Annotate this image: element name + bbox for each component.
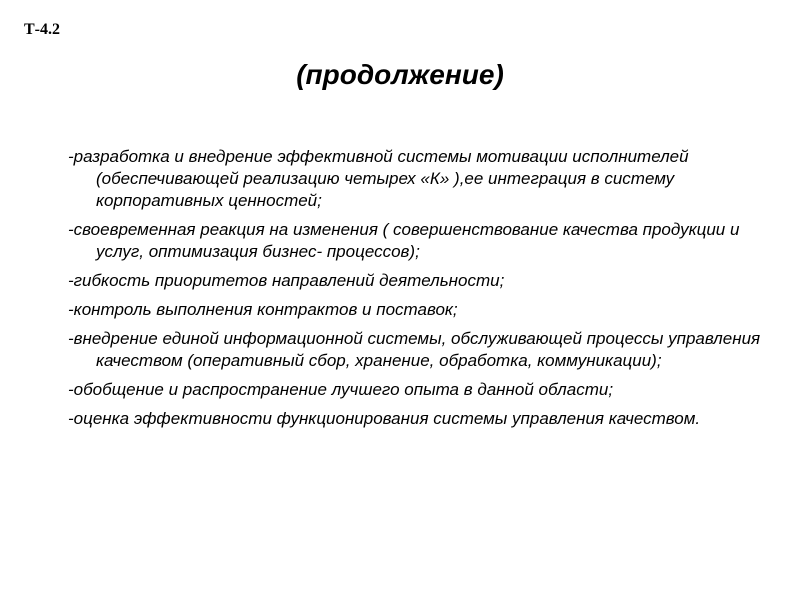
list-item: -обобщение и распространение лучшего опыта в данной области; (68, 380, 614, 399)
bullet-list (68, 146, 768, 437)
list-item: -гибкость приоритетов направлений деятельности; (68, 271, 505, 290)
list-item: -своевременная реакция на изменения ( совершенствование качества продукции и услуг, оптимизация бизнес- процессов); (68, 220, 740, 261)
list-item: -оценка эффективности функционирования системы управления качеством. (68, 409, 701, 428)
slide-code: Т-4.2 (24, 21, 60, 38)
list-item: -внедрение единой информационной системы, обслуживающей процессы управления качеством (оперативный сбор, хранение, обработка, коммуникации); (68, 329, 761, 370)
slide-title: (продолжение) (296, 59, 504, 90)
list-item: -контроль выполнения контрактов и поставок; (68, 300, 458, 319)
list-item: -разработка и внедрение эффективной системы мотивации исполнителей (обеспечивающей реализацию четырех «К» ),ее интеграция в систему корпоративных ценностей; (68, 147, 689, 210)
